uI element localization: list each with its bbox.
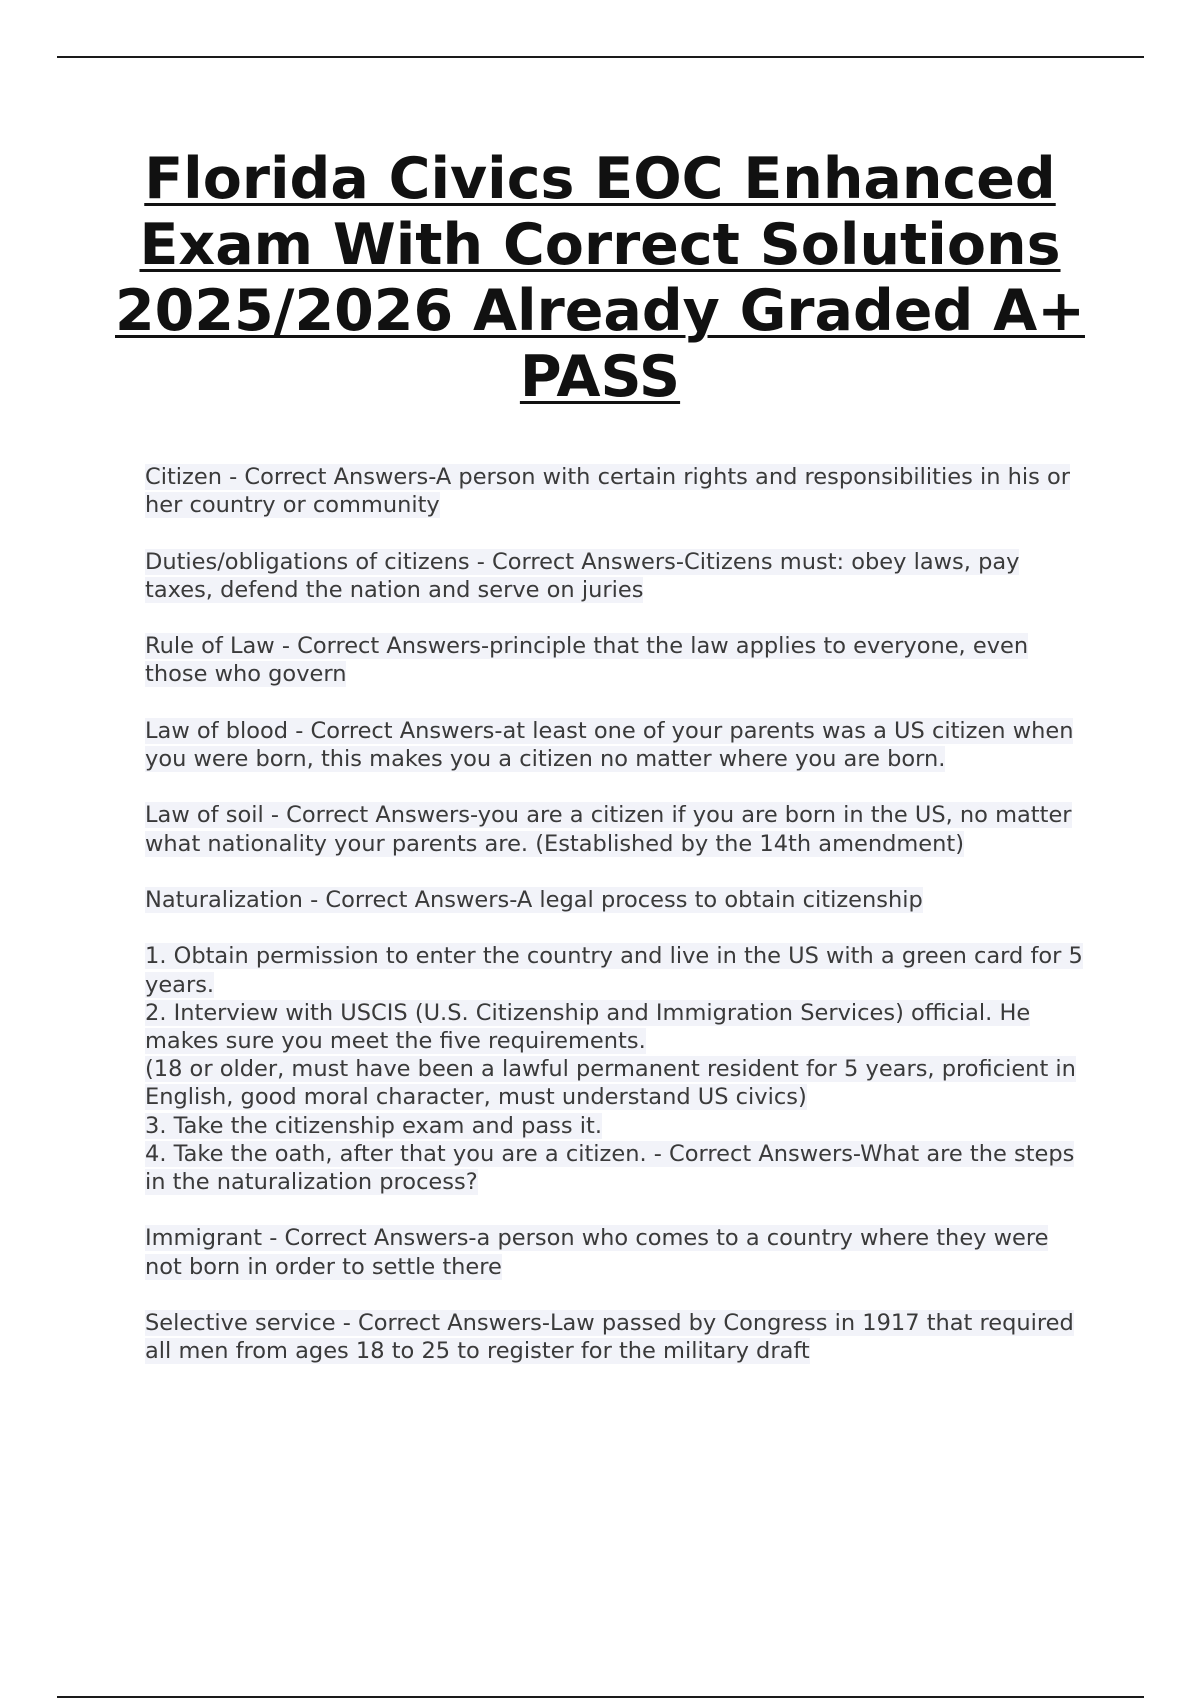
qa-entry-text: Duties/obligations of citizens - Correct Answers-Citizens must: obey laws, pay taxes, defend the nation and serve on juries (145, 548, 1020, 603)
document-title-text: Florida Civics EOC Enhanced Exam With Correct Solutions 2025/2026 Already Graded A+ PASS (115, 146, 1085, 410)
qa-entry-citizen (145, 463, 1085, 519)
qa-entry-text: Law of blood - Correct Answers-at least one of your parents was a US citizen when you were born, this makes you a citizen no matter where you are born. (145, 717, 1074, 772)
document-title (100, 146, 1100, 410)
qa-entry-text: Rule of Law - Correct Answers-principle that the law applies to everyone, even those who govern (145, 633, 1029, 688)
step-line: 4. Take the oath, after that you are a citizen. - Correct Answers-What are the steps in the naturalization process? (145, 1140, 1075, 1195)
step-line: (18 or older, must have been a lawful permanent resident for 5 years, proficient in English, good moral character, must understand US civics) (145, 1056, 1076, 1111)
qa-entry-naturalization (145, 886, 1085, 914)
qa-entry-law-of-blood (145, 717, 1085, 773)
document-body (145, 463, 1085, 1394)
bottom-rule (57, 1696, 1144, 1698)
qa-entry-text: Citizen - Correct Answers-A person with certain rights and responsibilities in his or her country or community (145, 464, 1071, 519)
step-line: 3. Take the citizenship exam and pass it. (145, 1112, 602, 1139)
qa-entry-law-of-soil (145, 801, 1085, 857)
top-rule (57, 56, 1144, 58)
qa-entry-rule-of-law (145, 632, 1085, 688)
qa-entry-text: Selective service - Correct Answers-Law passed by Congress in 1917 that required all men from ages 18 to 25 to register for the military draft (145, 1309, 1074, 1365)
qa-entry-duties (145, 548, 1085, 604)
step-line: 2. Interview with USCIS (U.S. Citizenship and Immigration Services) official. He makes sure you meet the five requirements. (145, 999, 1031, 1054)
qa-entry-immigrant (145, 1224, 1085, 1280)
qa-entry-naturalization-steps (145, 942, 1085, 1196)
step-line: 1. Obtain permission to enter the country and live in the US with a green card for 5 years. (145, 943, 1083, 998)
qa-entry-selective-service (145, 1309, 1085, 1365)
qa-entry-text: Law of soil - Correct Answers-you are a citizen if you are born in the US, no matter what nationality your parents are. (Established by the 14th amendment) (145, 802, 1072, 857)
qa-entry-text: Immigrant - Correct Answers-a person who comes to a country where they were not born in order to settle there (145, 1225, 1049, 1280)
qa-entry-text: Naturalization - Correct Answers-A legal process to obtain citizenship (145, 886, 923, 913)
